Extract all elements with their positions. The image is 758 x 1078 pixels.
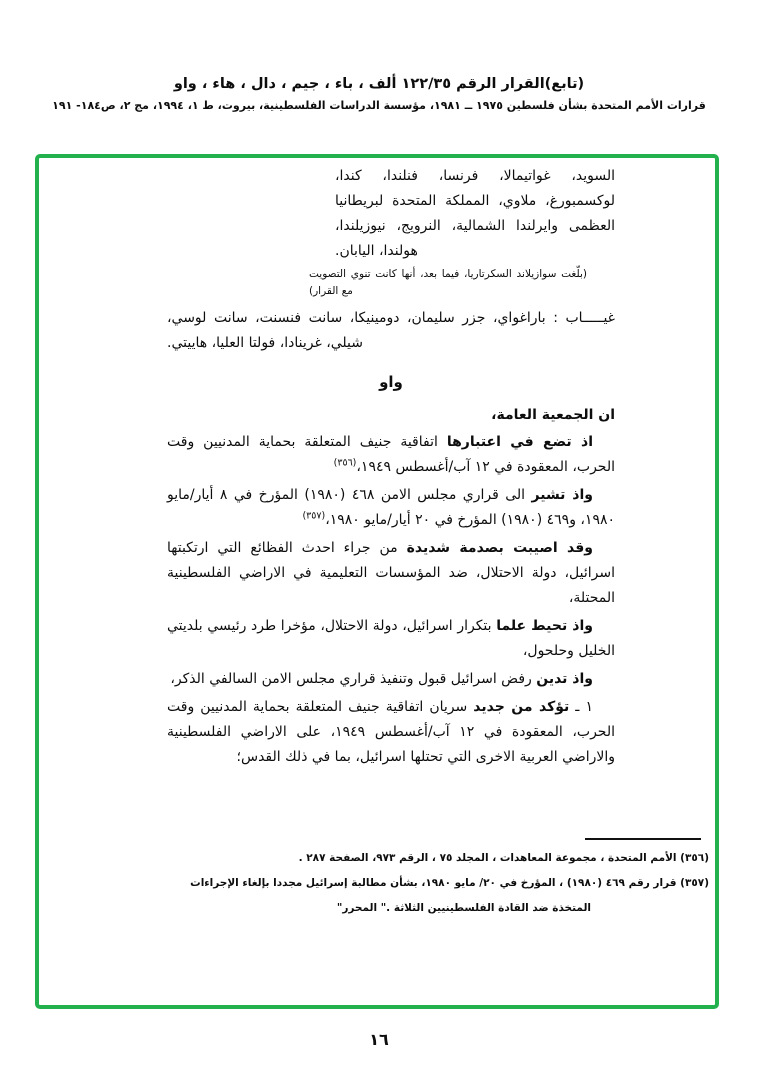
paragraph-text: سريان اتفاقية جنيف المتعلقة بحماية المدنيين وقت الحرب، المعقودة في ١٢ آب/أغسطس ١٩٤٩، على الاراضي الفلسطينية والاراضي العربية الاخرى التي تحتلها اسرائيل، بما في ذلك القدس؛ <box>167 699 615 765</box>
paragraph-text: رفض اسرائيل قبول وتنفيذ قراري مجلس الامن السالفي الذكر، <box>170 671 537 687</box>
absent-list: باراغواي، جزر سليمان، دومينيكا، سانت فنسنت، سانت لوسي، شيلي، غرينادا، فولتا العليا، هاييتي. <box>167 310 546 351</box>
footnote-356: (٣٥٦) الأمم المتحدة ، مجموعة المعاهدات ، المجلد ٧٥ ، الرقم ٩٧٣، الصفحة ٢٨٧ . <box>298 852 709 864</box>
footnote-357-line2: المتخذة ضد القادة الفلسطينيين الثلاثة ." المحرر" <box>336 902 591 914</box>
paragraph-text: بتكرار اسرائيل، دولة الاحتلال، مؤخرا طرد رئيسي بلديتي الخليل وحلحول، <box>167 618 615 659</box>
preamble-paragraph-1 <box>167 430 615 480</box>
page-number: ١٦ <box>369 1030 389 1049</box>
footnote-ref-356: (٣٥٦) <box>333 457 357 469</box>
paragraph-lead: وقد اصيبت بصدمة شديدة <box>406 540 593 556</box>
secretariat-note: (بلّغت سوازيلاند السكرتاريا، فيما بعد، أنها كانت تنوي التصويت مع القرار) <box>309 268 587 297</box>
preamble-paragraph-4 <box>167 614 615 664</box>
absent-countries-paragraph <box>167 306 615 356</box>
voting-countries-paragraph: السويد، غواتيمالا، فرنسا، فنلندا، كندا، لوكسمبورغ، ملاوي، المملكة المتحدة لبريطانيا العظمى وايرلندا الشمالية، النرويج، نيوزيلندا، هولندا، اليابان. <box>335 168 615 259</box>
item-number: ١ ـ <box>569 699 593 715</box>
source-citation: قرارات الأمم المتحدة بشأن فلسطين ١٩٧٥ ــ ١٩٨١، مؤسسة الدراسات الفلسطينية، بيروت، ط ١، ١٩٩٤، مج ٢، ص١٨٤- ١٩١ <box>52 99 706 112</box>
paragraph-text: اتفاقية جنيف المتعلقة بحماية المدنيين وقت الحرب، المعقودة في ١٢ آب/أغسطس ١٩٤٩، <box>167 434 615 475</box>
footnotes-block <box>93 838 709 921</box>
paragraph-text: الى قراري مجلس الامن ٤٦٨ (١٩٨٠) المؤرخ في ٨ أيار/مايو ١٩٨٠، و٤٦٩ (١٩٨٠) المؤرخ في ٢٠ أيار/مايو ١٩٨٠، <box>167 487 615 528</box>
paragraph-lead: واذ تشير <box>531 487 593 503</box>
footnote-357-line1: (٣٥٧) قرار رقم ٤٦٩ (١٩٨٠) ، المؤرخ في ٢٠/ مايو ١٩٨٠، بشأن مطالبة إسرائيل مجددا بإلغاء الإجراءات <box>190 877 709 889</box>
body-text-column <box>167 164 615 773</box>
paragraph-lead: اذ تضع في اعتبارها <box>446 434 593 450</box>
paragraph-lead: واذ تحيط علما <box>496 618 593 634</box>
green-highlight-frame <box>35 154 719 1009</box>
preamble-paragraph-5 <box>167 667 615 692</box>
paragraph-lead: تؤكد من جديد <box>473 699 570 715</box>
page-header <box>0 76 758 112</box>
assembly-intro-line: ان الجمعية العامة، <box>491 407 615 423</box>
absent-label: غيـــــاب : <box>545 310 615 326</box>
footnote-ref-357: (٣٥٧) <box>302 510 326 522</box>
resolution-title: (تابع)القرار الرقم ١٢٢/٣٥ ألف ، باء ، جيم ، دال ، هاء ، واو <box>173 76 585 92</box>
operative-paragraph-1 <box>167 695 615 770</box>
footnote-separator-rule <box>585 838 701 840</box>
section-heading-waw: واو <box>379 373 403 391</box>
preamble-paragraph-3 <box>167 536 615 611</box>
paragraph-text: من جراء احدث الفظائع التي ارتكبتها اسرائيل، دولة الاحتلال، ضد المؤسسات التعليمية في الاراضي الفلسطينية المحتلة، <box>167 540 615 606</box>
paragraph-lead: واذ تدين <box>536 671 593 687</box>
preamble-paragraph-2 <box>167 483 615 533</box>
